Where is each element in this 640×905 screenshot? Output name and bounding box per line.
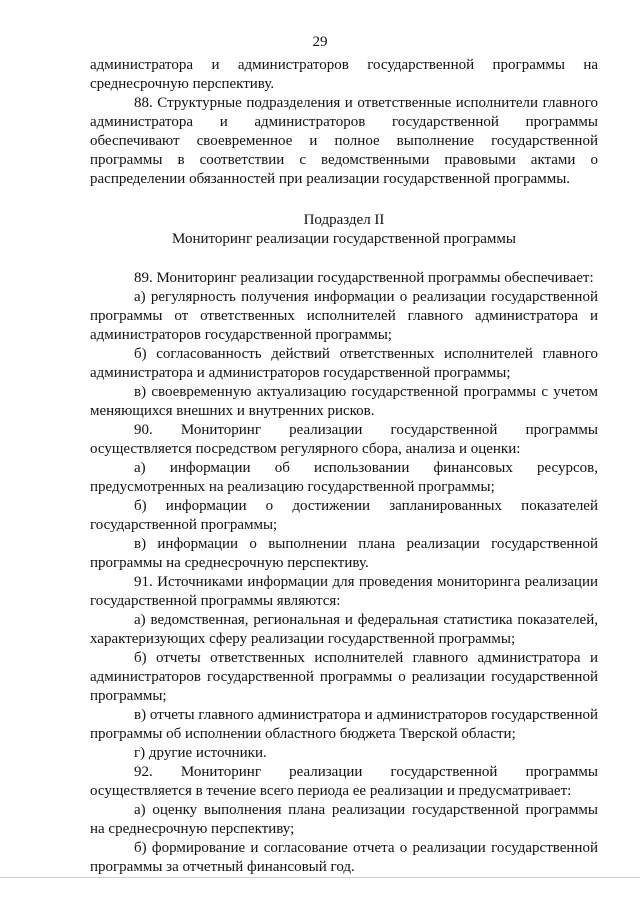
item-92-b: б) формирование и согласование отчета о реализации государственной программы за отчетный финансовый год. <box>90 840 598 875</box>
section-label: Подраздел II <box>303 212 385 228</box>
paragraph-88: 88. Структурные подразделения и ответственные исполнители главного администратора и администраторов государственной программы обеспечивают своевременное и полное выполнение государственной программы в соответствии с ведомственными правовыми актами о распределении обязанностей при реализации государственной программы. <box>90 95 598 187</box>
item-89-a: а) регулярность получения информации о реализации государственной программы от ответственных исполнителей главного администратора и администраторов государственной программы; <box>90 289 598 343</box>
item-90-b: б) информации о достижении запланированных показателей государственной программы; <box>90 498 598 533</box>
item-91-d: г) другие источники. <box>134 745 267 761</box>
item-92-a: а) оценку выполнения плана реализации государственной программы на среднесрочную перспективу; <box>90 802 598 837</box>
item-90: 90. Мониторинг реализации государственной программы осуществляется посредством регулярного сбора, анализа и оценки: <box>90 422 598 457</box>
document-body <box>90 56 598 877</box>
paragraph-continuation: администратора и администраторов государственной программы на среднесрочную перспективу. <box>90 57 598 92</box>
item-90-c: в) информации о выполнении плана реализации государственной программы на среднесрочную перспективу. <box>90 536 598 571</box>
item-91-a: а) ведомственная, региональная и федеральная статистика показателей, характеризующих сферу реализации государственной программы; <box>90 612 598 647</box>
item-91-c: в) отчеты главного администратора и администраторов государственной программы об исполнении областного бюджета Тверской области; <box>90 707 598 742</box>
item-89: 89. Мониторинг реализации государственной программы обеспечивает: <box>134 270 594 286</box>
item-89-b: б) согласованность действий ответственных исполнителей главного администратора и администраторов государственной программы; <box>90 346 598 381</box>
item-92: 92. Мониторинг реализации государственной программы осуществляется в течение всего периода ее реализации и предусматривает: <box>90 764 598 799</box>
section-title: Мониторинг реализации государственной программы <box>172 231 516 247</box>
page-number: 29 <box>312 34 328 50</box>
item-91-b: б) отчеты ответственных исполнителей главного администратора и администраторов государственной программы о реализации государственной программы; <box>90 650 598 704</box>
item-90-a: а) информации об использовании финансовых ресурсов, предусмотренных на реализацию государственной программы; <box>90 460 598 495</box>
item-91: 91. Источниками информации для проведения мониторинга реализации государственной программы являются: <box>90 574 598 609</box>
page-bottom-divider <box>0 877 640 878</box>
item-89-c: в) своевременную актуализацию государственной программы с учетом меняющихся внешних и внутренних рисков. <box>90 384 598 419</box>
